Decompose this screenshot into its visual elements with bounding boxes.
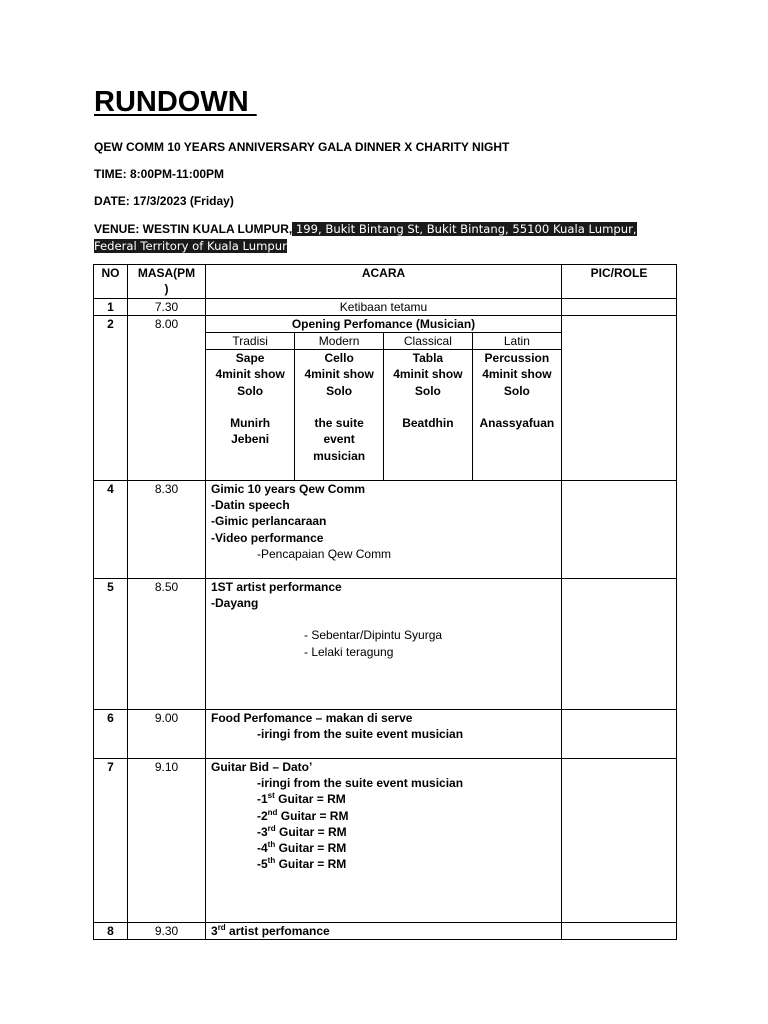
song-item: - Sebentar/Dipintu Syurga	[304, 628, 443, 643]
row-acara	[206, 315, 562, 480]
performer: Munirh Jebeni	[230, 416, 271, 447]
list-item: -Video performance	[211, 530, 324, 545]
genre-cell: Classical	[384, 332, 473, 349]
bid-item: -5th Guitar = RM	[257, 856, 347, 872]
header-no: NO	[94, 265, 128, 299]
table-row	[94, 315, 677, 480]
row-masa: 9.00	[128, 709, 206, 758]
row-pic	[562, 480, 677, 578]
solo-label: Solo	[503, 383, 530, 398]
row-pic	[562, 578, 677, 709]
page-title: RUNDOWN	[94, 86, 257, 118]
list-subitem: -iringi from the suite event musician	[257, 726, 464, 741]
solo-label: Solo	[414, 383, 441, 398]
venue-label: VENUE: WESTIN KUALA LUMPUR,	[94, 222, 293, 236]
header-acara: ACARA	[206, 265, 562, 299]
bid-item: -1st Guitar = RM	[257, 791, 346, 807]
opening-heading: Opening Perfomance (Musician)	[291, 316, 476, 331]
item-title: 1ST artist performance	[211, 579, 342, 594]
row-no: 7	[94, 758, 128, 922]
show-length: 4minit show	[215, 367, 285, 382]
show-length: 4minit show	[304, 367, 374, 382]
instrument: Sape	[235, 351, 265, 366]
row-masa: 9.10	[128, 758, 206, 922]
row-masa: 8.50	[128, 578, 206, 709]
musician-cell	[384, 350, 473, 480]
row-acara: Ketibaan tetamu	[206, 298, 562, 315]
table-header-row	[94, 265, 677, 299]
performer: the suite event musician	[313, 416, 366, 463]
row-pic	[562, 298, 677, 315]
table-row	[94, 298, 677, 315]
instrument: Percussion	[484, 351, 550, 366]
musician-cell	[295, 350, 384, 480]
instrument: Cello	[324, 351, 354, 366]
event-name: QEW COMM 10 YEARS ANNIVERSARY GALA DINNER X CHARITY NIGHT	[94, 140, 510, 154]
musician-table	[206, 332, 561, 480]
row-masa: 7.30	[128, 298, 206, 315]
bid-item: -4th Guitar = RM	[257, 840, 347, 856]
row-acara	[206, 709, 562, 758]
genre-cell: Latin	[472, 332, 561, 349]
row-masa: 9.30	[128, 922, 206, 939]
list-subitem: -Pencapaian Qew Comm	[257, 546, 392, 561]
event-time: TIME: 8:00PM-11:00PM	[94, 167, 225, 181]
row-no: 6	[94, 709, 128, 758]
table-row	[94, 480, 677, 578]
genre-cell: Tradisi	[206, 332, 295, 349]
table-row	[94, 709, 677, 758]
row-pic	[562, 758, 677, 922]
rundown-table	[93, 264, 677, 940]
performer: Beatdhin	[402, 416, 454, 431]
row-acara	[206, 758, 562, 922]
musician-cell	[472, 350, 561, 480]
row-no: 2	[94, 315, 128, 480]
row-no: 4	[94, 480, 128, 578]
row-masa: 8.00	[128, 315, 206, 480]
solo-label: Solo	[326, 383, 353, 398]
item-title: Food Perfomance – makan di serve	[211, 710, 413, 725]
list-subitem: -iringi from the suite event musician	[257, 775, 464, 790]
event-venue	[94, 221, 676, 255]
solo-label: Solo	[237, 383, 264, 398]
artist-name: -Dayang	[211, 595, 259, 610]
event-date: DATE: 17/3/2023 (Friday)	[94, 194, 234, 208]
musician-cell	[206, 350, 295, 480]
row-masa: 8.30	[128, 480, 206, 578]
row-pic	[562, 922, 677, 939]
performer: Anassyafuan	[479, 416, 555, 431]
song-item: - Lelaki teragung	[304, 644, 394, 659]
bid-item: -2nd Guitar = RM	[257, 807, 349, 823]
genre-cell: Modern	[295, 332, 384, 349]
show-length: 4minit show	[393, 367, 463, 382]
table-row	[94, 758, 677, 922]
row-no: 1	[94, 298, 128, 315]
row-no: 8	[94, 922, 128, 939]
row-acara: 3rd artist perfomance	[206, 922, 562, 939]
item-title: Gimic 10 years Qew Comm	[211, 481, 366, 496]
list-item: -Datin speech	[211, 497, 290, 512]
venue-address[interactable]: 199, Bukit Bintang St, Bukit Bintang, 55100 Kuala Lumpur, Federal Territory of Kuala Lumpur	[94, 222, 637, 253]
header-pic: PIC/ROLE	[562, 265, 677, 299]
row-pic	[562, 315, 677, 480]
bid-item: -3rd Guitar = RM	[257, 823, 347, 839]
header-masa: MASA(PM )	[128, 265, 206, 299]
row-no: 5	[94, 578, 128, 709]
table-row	[94, 578, 677, 709]
row-acara	[206, 578, 562, 709]
show-length: 4minit show	[482, 367, 552, 382]
table-row	[94, 922, 677, 939]
list-item: -Gimic perlancaraan	[211, 514, 327, 529]
row-acara	[206, 480, 562, 578]
row-pic	[562, 709, 677, 758]
item-title: Guitar Bid – Dato’	[211, 759, 313, 774]
instrument: Tabla	[412, 351, 444, 366]
